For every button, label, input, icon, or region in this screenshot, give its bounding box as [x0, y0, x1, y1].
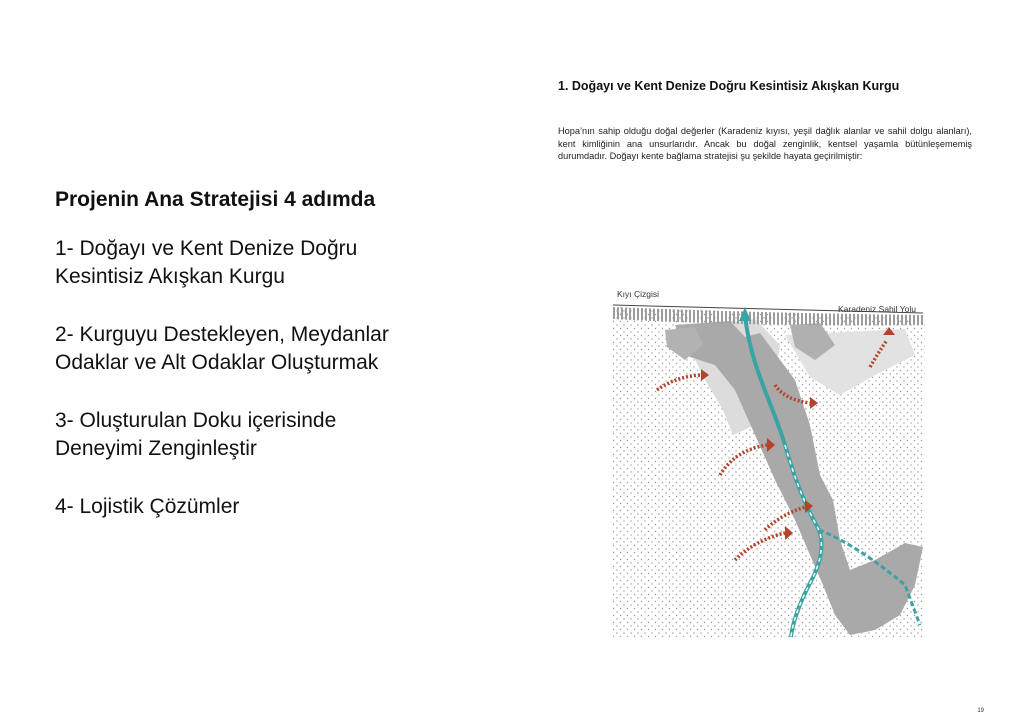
section-description: Hopa’nın sahip olduğu doğal değerler (Karadeniz kıyısı, yeşil dağlık alanlar ve sahil dolgu alanları), kent kimliğinin ana unsurlarıdır. Ancak bu doğal zenginlik, kentsel yaşamla bütünleşememiş durumdadır. Doğayı kente bağlama stratejisi şu şekilde hayata geçirilmiştir: [558, 126, 972, 161]
strategy-map [605, 285, 930, 645]
strategy-step-1: 1- Doğayı ve Kent Denize Doğru Kesintisiz Akışkan Kurgu [55, 237, 358, 288]
strategy-panel [55, 185, 495, 551]
map-illustration [605, 285, 930, 645]
strategy-step-3: 3- Oluşturulan Doku içerisinde Deneyimi Zenginleştir [55, 409, 337, 460]
strategy-step-4: 4- Lojistik Çözümler [55, 495, 240, 518]
page-number: 19 [977, 708, 984, 714]
section-title: 1. Doğayı ve Kent Denize Doğru Kesintisiz Akışkan Kurgu [558, 79, 900, 93]
strategy-heading: Projenin Ana Stratejisi 4 adımda [55, 188, 376, 211]
strategy-step-2: 2- Kurguyu Destekleyen, Meydanlar Odaklar ve Alt Odaklar Oluşturmak [55, 323, 389, 374]
coastline-label: Kıyı Çizgisi [617, 289, 660, 299]
coast-road-label: Karadeniz Sahil Yolu [838, 304, 916, 314]
